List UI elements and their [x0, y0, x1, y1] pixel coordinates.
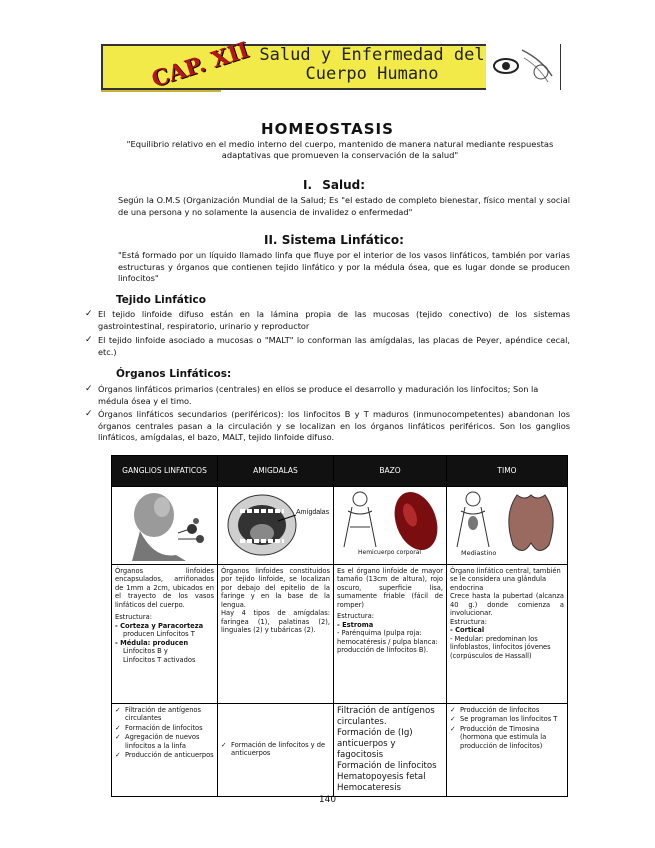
timo-struct-1: - Cortical — [450, 626, 485, 634]
timo-struct-2: - Medular: predominan los linfoblastos, linfocitos jóvenes (corpúsculos de Hassall) — [450, 634, 551, 660]
ganglios-struct-2b: Linfocitos B y — [123, 647, 168, 655]
lymphatic-organs-table — [111, 455, 568, 797]
bazo-description — [334, 564, 447, 703]
tejido-item-2-text: El tejido linfoide asociado a mucosas o "MALT" lo conforman las amígdalas, las placas de Peyer, apéndice cecal, etc.) — [98, 335, 570, 357]
bazo-functions — [334, 703, 447, 796]
amigdalas-desc-text-2: Hay 4 tipos de amígdalas: faringea (1), palatinas (2), linguales (2) y tubáricas (2). — [221, 609, 330, 634]
check-icon: ✓ — [450, 715, 456, 723]
list-item — [115, 733, 214, 750]
amigdalas-image-label: Amígdalas — [296, 509, 330, 516]
timo-functions — [447, 703, 568, 796]
bazo-image — [334, 487, 447, 565]
func-text: Se programan los linfocitos T — [460, 715, 558, 723]
func-text: Producción de Timosina (hormona que estimula la producción de linfocitos) — [460, 724, 547, 750]
ganglios-struct-1: - Corteza y Paracorteza — [115, 621, 204, 630]
linfatico-definition: "Está formado por un líquido llamado linfa que fluye por el interior de los vasos linfáticos, también por varias estructuras y órganos que contienen tejido linfático y por la médula ósea, que es lugar donde se producen linfocitos" — [118, 250, 570, 283]
tejido-item-1 — [85, 309, 570, 332]
organos-heading: Órganos Linfáticos: — [116, 368, 232, 380]
tejido-heading: Tejido Linfático — [116, 294, 206, 306]
chapter-label: CAP. XII — [148, 37, 253, 93]
page-number: 140 — [318, 795, 337, 805]
func-text: Filtración de antígenos circulantes — [125, 705, 202, 722]
list-item — [450, 715, 564, 724]
check-icon: ✓ — [221, 740, 227, 749]
func-text: Producción de anticuerpos — [125, 751, 214, 759]
section-salud-heading — [303, 178, 365, 192]
ganglios-description — [112, 564, 218, 703]
header-timo: TIMO — [447, 456, 568, 487]
ganglios-estructura-label: Estructura: — [115, 613, 152, 621]
list-item: Filtración de antígenos circulantes. — [337, 705, 435, 727]
header-ganglios: GANGLIOS LINFATICOS — [112, 456, 218, 487]
table-functions-row — [112, 703, 568, 796]
organos-item-1 — [85, 384, 570, 407]
bazo-image-label: Hemicuerpo corporal — [358, 549, 422, 556]
section-linfatico-title: Sistema Linfático: — [281, 233, 404, 247]
header-amigdalas: AMIGDALAS — [218, 456, 334, 487]
func-text: Producción de linfocitos — [460, 705, 540, 714]
check-icon: ✓ — [85, 409, 93, 419]
organos-item-2 — [85, 409, 570, 444]
list-item: Hemocateresis — [337, 782, 401, 793]
list-item — [221, 741, 330, 758]
open-mouth-illustration — [218, 487, 334, 561]
list-item: Hematopoyesis fetal — [337, 771, 426, 782]
neck-lymph-nodes-illustration — [112, 487, 218, 561]
list-item — [115, 724, 214, 733]
list-item: Formación de (Ig) anticuerpos y fagocitosis — [337, 727, 413, 760]
page-title: HOMEOSTASIS — [261, 120, 394, 138]
table-image-row — [112, 487, 568, 565]
amigdalas-description — [218, 564, 334, 703]
func-text: Formación de linfocitos y de anticuerpos — [231, 740, 326, 757]
check-icon: ✓ — [450, 705, 456, 714]
timo-image — [447, 487, 568, 565]
homeostasis-definition: "Equilibrio relativo en el medio interno del cuerpo, mantenido de manera natural mediante respuestas adaptativas que promueven la conservación de la salud" — [126, 139, 554, 160]
chapter-title-line2: Cuerpo Humano — [305, 64, 439, 84]
chapter-title — [257, 46, 487, 84]
ganglios-image — [112, 487, 218, 565]
check-icon: ✓ — [115, 733, 121, 741]
func-text: Agregación de nuevos linfocitos a la linfa — [125, 733, 200, 750]
list-item — [450, 725, 564, 751]
section-linfatico-heading — [264, 233, 404, 247]
list-item: Formación de linfocitos — [337, 760, 437, 771]
timo-image-label: Mediastino — [461, 549, 497, 557]
check-icon: ✓ — [85, 309, 93, 319]
timo-description — [447, 564, 568, 703]
check-icon: ✓ — [115, 723, 121, 732]
timo-desc-text-2: Crece hasta la pubertad (alcanza 40 g.) donde comienza a involucionar. — [450, 592, 564, 617]
amigdalas-functions — [218, 703, 334, 796]
bazo-struct-1: - Estroma — [337, 620, 374, 629]
organos-item-1-text: Órganos linfáticos primarios (centrales) en ellos se produce el desarrollo y maduración los linfocitos; Son la médula ósea y el timo. — [98, 384, 539, 406]
section-salud-title: Salud: — [322, 178, 366, 192]
check-icon: ✓ — [85, 384, 93, 394]
timo-desc-text: Órgano linfático central, también se le considera una glándula endocrina — [450, 566, 561, 592]
check-icon: ✓ — [115, 705, 121, 714]
bazo-desc-text: Es el órgano linfoide de mayor tamaño (13cm de altura), rojo oscuro, superficie lisa, sumamente friable (fácil de romper) — [337, 566, 443, 609]
tejido-item-1-text: El tejido linfoide difuso están en la lámina propia de las mucosas (tejido conectivo) de los sistemas gastrointestinal, respiratorio, urinario y reproductor — [98, 309, 570, 331]
ganglios-desc-text: Órganos linfoides encapsulados, arriñonados de 1mm a 2cm, ubicados en el trayecto de los vasos linfáticos del cuerpo. — [115, 566, 214, 609]
header-bazo: BAZO — [334, 456, 447, 487]
organos-item-2-text: Órganos linfáticos secundarios (periféricos): los linfocitos B y T maduros (inmunocompetentes) abandonan los órganos centrales pasan a la circulación y se localizan en los órganos linfáticos periféricos. Son los ganglios linfáticos, amígdalas, el bazo, MALT, tejido linfoide difuso. — [98, 409, 570, 442]
section-salud-number: I. — [303, 178, 313, 192]
section-linfatico-number: II. — [264, 233, 278, 247]
check-icon: ✓ — [115, 751, 121, 759]
bazo-estructura-label: Estructura: — [337, 612, 374, 620]
ganglios-functions — [112, 703, 218, 796]
amigdalas-image — [218, 487, 334, 565]
banner-eye-illustration — [486, 40, 560, 92]
bazo-struct-2: - Parénquima (pulpa roja: hemocatéresis / pulpa blanca: producción de linfocitos B). — [337, 629, 438, 654]
list-item — [115, 706, 214, 723]
table-description-row — [112, 564, 568, 703]
ganglios-struct-2: - Médula: producen — [115, 638, 189, 647]
salud-definition: Según la O.M.S (Organización Mundial de la Salud; Es "el estado de completo bienestar, físico mental y social de una persona y no solamente la ausencia de invalidez o enfermedad" — [118, 195, 570, 217]
list-item — [450, 706, 564, 715]
timo-estructura-label: Estructura: — [450, 617, 487, 626]
func-text: Formación de linfocitos — [125, 723, 203, 732]
list-item — [115, 751, 214, 760]
check-icon: ✓ — [85, 335, 93, 345]
tejido-item-2 — [85, 335, 570, 358]
table-header-row — [112, 456, 568, 487]
ganglios-struct-1b: producen Linfocitos T — [123, 630, 195, 638]
amigdalas-desc-text: Órganos linfoides constituidos por tejido linfoide, se localizan por debajo del epitelio de la faringe y en la base de la lengua. — [221, 566, 330, 609]
ganglios-struct-2c: Linfocitos T activados — [123, 655, 196, 664]
chapter-title-line1: Salud y Enfermedad del — [259, 45, 485, 65]
check-icon: ✓ — [450, 724, 456, 733]
